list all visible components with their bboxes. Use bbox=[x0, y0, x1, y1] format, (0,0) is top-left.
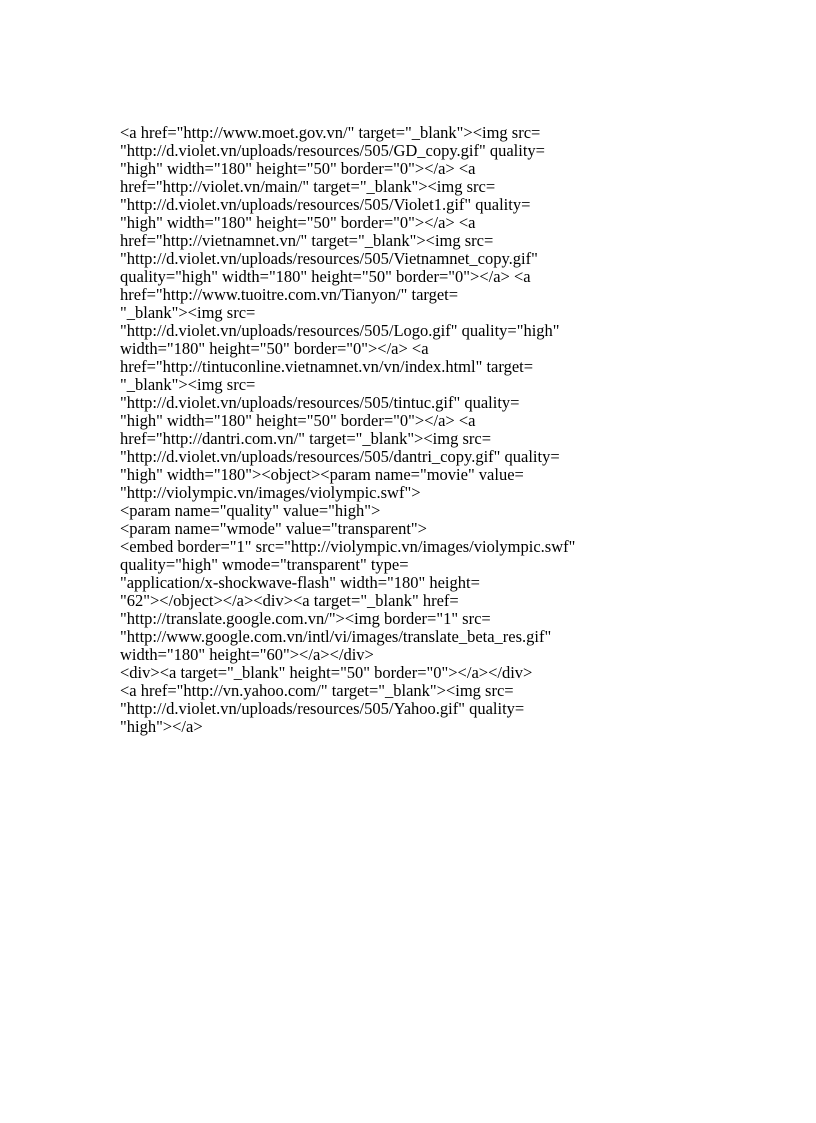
text-line: width="180" height="50" border="0"></a> <a bbox=[120, 339, 429, 358]
text-line: "http://translate.google.com.vn/"><img border="1" src= bbox=[120, 609, 491, 628]
text-line: "_blank"><img src= bbox=[120, 375, 256, 394]
text-line: "62"></object></a><div><a target="_blank" href= bbox=[120, 591, 459, 610]
text-line: href="http://dantri.com.vn/" target="_blank"><img src= bbox=[120, 429, 492, 448]
text-line: <param name="wmode" value="transparent"> bbox=[120, 519, 427, 538]
text-line: "http://d.violet.vn/uploads/resources/505/Vietnamnet_copy.gif" bbox=[120, 249, 538, 268]
text-line: <a href="http://www.moet.gov.vn/" target="_blank"><img src= bbox=[120, 123, 541, 142]
text-line: "high" width="180" height="50" border="0"></a> <a bbox=[120, 411, 476, 430]
text-line: "high"></a> bbox=[120, 717, 203, 736]
text-line: <a href="http://vn.yahoo.com/" target="_blank"><img src= bbox=[120, 681, 514, 700]
text-line: <embed border="1" src="http://violympic.vn/images/violympic.swf" bbox=[120, 537, 576, 556]
text-line: quality="high" width="180" height="50" border="0"></a> <a bbox=[120, 267, 531, 286]
text-line: "http://d.violet.vn/uploads/resources/505/Logo.gif" quality="high" bbox=[120, 321, 560, 340]
text-line: "http://violympic.vn/images/violympic.swf"> bbox=[120, 483, 421, 502]
text-line: "http://d.violet.vn/uploads/resources/505/Violet1.gif" quality= bbox=[120, 195, 531, 214]
text-line: "_blank"><img src= bbox=[120, 303, 256, 322]
text-line: "high" width="180"><object><param name="movie" value= bbox=[120, 465, 524, 484]
text-line: "http://d.violet.vn/uploads/resources/505/Yahoo.gif" quality= bbox=[120, 699, 525, 718]
text-line: href="http://www.tuoitre.com.vn/Tianyon/" target= bbox=[120, 285, 459, 304]
text-line: width="180" height="60"></a></div> bbox=[120, 645, 374, 664]
text-line: "http://d.violet.vn/uploads/resources/505/tintuc.gif" quality= bbox=[120, 393, 520, 412]
text-line: "application/x-shockwave-flash" width="180" height= bbox=[120, 573, 480, 592]
text-line: quality="high" wmode="transparent" type= bbox=[120, 555, 409, 574]
text-line: "http://www.google.com.vn/intl/vi/images/translate_beta_res.gif" bbox=[120, 627, 552, 646]
text-line: href="http://vietnamnet.vn/" target="_blank"><img src= bbox=[120, 231, 494, 250]
html-source-text bbox=[120, 124, 720, 736]
text-line: "high" width="180" height="50" border="0"></a> <a bbox=[120, 213, 476, 232]
text-line: "http://d.violet.vn/uploads/resources/505/dantri_copy.gif" quality= bbox=[120, 447, 560, 466]
text-line: href="http://violet.vn/main/" target="_blank"><img src= bbox=[120, 177, 496, 196]
text-line: <div><a target="_blank" height="50" border="0"></a></div> bbox=[120, 663, 533, 682]
text-line: <param name="quality" value="high"> bbox=[120, 501, 381, 520]
text-line: "http://d.violet.vn/uploads/resources/505/GD_copy.gif" quality= bbox=[120, 141, 545, 160]
text-line: href="http://tintuconline.vietnamnet.vn/vn/index.html" target= bbox=[120, 357, 534, 376]
text-line: "high" width="180" height="50" border="0"></a> <a bbox=[120, 159, 476, 178]
